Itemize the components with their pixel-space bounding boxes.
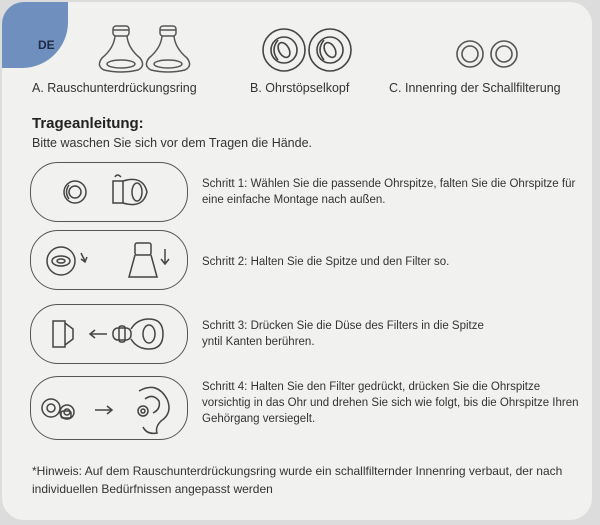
- step-2-illustration: [30, 230, 188, 290]
- step-1-illustration: [30, 162, 188, 222]
- instructions-title: Trageanleitung:: [32, 115, 144, 132]
- part-label-b: B. Ohrstöpselkopf: [250, 81, 350, 95]
- ring-icon: [94, 24, 204, 76]
- instruction-card: [2, 2, 592, 520]
- insert-filter-icon: [31, 305, 187, 363]
- fold-eartip-icon: [31, 163, 187, 221]
- language-tab: [2, 2, 68, 68]
- part-label-a: A. Rauschunterdrückungsring: [32, 81, 197, 95]
- language-label: DE: [38, 38, 55, 52]
- step-3-text: Schritt 3: Drücken Sie die Düse des Filters in die Spitze yntil Kanten berühren.: [202, 320, 484, 348]
- part-label-c: C. Innenring der Schallfilterung: [389, 81, 561, 95]
- insert-earplug-icon: [31, 377, 187, 439]
- hold-tip-filter-icon: [31, 231, 187, 289]
- step-4-text: Schritt 4: Halten Sie den Filter gedrückt, drücken Sie die Ohrspitze vorsichtig in das Ohr und drehen Sie sich wie folgt, bis die Ohrspitze Ihren Gehörgang versiegelt.: [202, 381, 579, 425]
- step-2-text: Schritt 2: Halten Sie die Spitze und den Filter so.: [202, 256, 450, 268]
- earplug-head-icon: [260, 26, 356, 74]
- instructions-subtitle: Bitte waschen Sie sich vor dem Tragen die Hände.: [32, 136, 313, 150]
- step-4-illustration: [30, 376, 188, 440]
- inner-ring-icon: [454, 38, 524, 70]
- step-1-text: Schritt 1: Wählen Sie die passende Ohrspitze, falten Sie die Ohrspitze für eine einfache Montage nach außen.: [202, 178, 576, 206]
- note-text: *Hinweis: Auf dem Rauschunterdrückungsring wurde ein schallfilternder Innenring verbaut, der nach individuellen Bedürfnissen angepasst werden: [32, 464, 563, 496]
- step-3-illustration: [30, 304, 188, 364]
